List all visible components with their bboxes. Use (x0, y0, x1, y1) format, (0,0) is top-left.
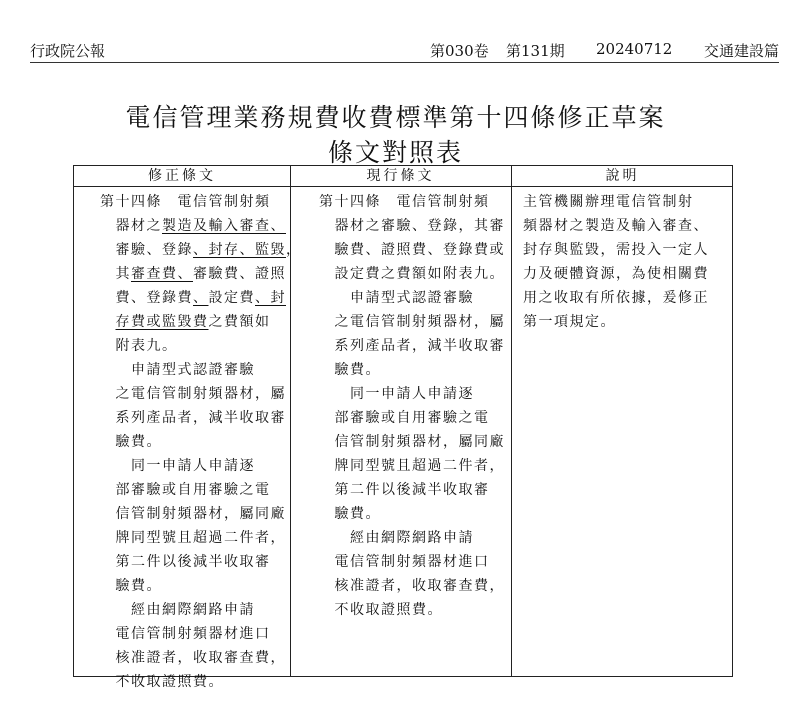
column-divider (511, 166, 512, 676)
amended-text: 審驗費、證照 (193, 266, 286, 282)
current-line: 第二件以後減半收取審 (319, 482, 490, 498)
amended-line (100, 598, 286, 622)
amended-text: 信管制射頻器材，屬同廠 (100, 506, 286, 522)
amended-text: 牌同型號且超過二件者， (100, 530, 286, 546)
amended-line (100, 238, 302, 262)
current-line: 牌同型號且超過二件者， (319, 458, 505, 474)
current-line: 核准證者，收取審查費， (319, 578, 505, 594)
gazette-header (30, 38, 779, 63)
explanation-line: 力及硬體資源，為使相關費 (523, 266, 709, 282)
amended-text: 申請型式認證審驗 (100, 362, 255, 378)
publication-name: 行政院公報 (30, 42, 106, 60)
amended-line (100, 430, 286, 454)
amended-text-changed: 審查費、 (131, 266, 193, 282)
amended-text: 附表九。 (100, 338, 178, 354)
current-line: 申請型式認證審驗 (319, 290, 474, 306)
amended-text: 系列產品者，減半收取審 (100, 410, 286, 426)
amended-text: 驗費。 (100, 578, 162, 594)
amended-text-changed: 存費或監毀費 (115, 314, 209, 330)
amended-line (100, 574, 286, 598)
current-line: 設定費之費額如附表九。 (319, 266, 505, 282)
document-title: 電信管理業務規費收費標準第十四條修正草案 (125, 103, 666, 132)
amended-line (100, 334, 286, 358)
explanation-text (523, 190, 731, 334)
header-current: 現行條文 (366, 168, 435, 184)
current-line: 信管制射頻器材，屬同廠 (319, 434, 505, 450)
current-line: 驗費。 (319, 506, 381, 522)
amended-text: 之費額如 (208, 314, 271, 330)
amended-line (100, 358, 286, 382)
current-line: 部審驗或自用審驗之電 (319, 410, 490, 426)
current-line: 不收取證照費。 (319, 602, 443, 618)
amended-text: 其 (100, 266, 131, 282)
amended-line (100, 502, 286, 526)
amended-text-changed: 製造及輸入審查、 (162, 218, 286, 234)
amended-line (100, 550, 286, 574)
header-amended: 修正條文 (148, 168, 216, 184)
amended-text: 核准證者，收取審查費， (100, 650, 286, 666)
current-article-text (319, 190, 509, 622)
category-label: 交通建設篇 (703, 42, 779, 60)
amended-text: 之電信管制射頻器材，屬 (100, 386, 286, 402)
comparison-table (73, 165, 733, 690)
issue-number: 第131期 (506, 42, 565, 60)
amended-text: 經由網際網路申請 (100, 602, 255, 618)
amended-line (100, 382, 286, 406)
explanation-line: 封存與監毀，需投入一定人 (523, 242, 709, 258)
amended-line (100, 214, 286, 238)
explanation-line: 第一項規定。 (523, 314, 616, 330)
current-line: 第十四條 電信管制射頻 (319, 194, 490, 210)
amended-line (100, 646, 286, 670)
current-line: 器材之審驗、登錄，其審 (319, 218, 505, 234)
amended-text: 部審驗或自用審驗之電 (100, 482, 271, 498)
amended-text: ， (286, 242, 302, 258)
current-line: 系列產品者，減半收取審 (319, 338, 505, 354)
amended-line (100, 478, 286, 502)
header-explanation: 說明 (605, 168, 640, 184)
amended-line (100, 526, 286, 550)
amended-line (100, 190, 286, 214)
current-line: 電信管制射頻器材進口 (319, 554, 490, 570)
amended-text-changed: 、封存、監毀 (193, 242, 286, 258)
header-divider (74, 186, 732, 187)
document-subtitle: 條文對照表 (327, 138, 463, 167)
amended-article-text (100, 190, 302, 694)
amended-line (100, 454, 286, 478)
explanation-line: 頻器材之製造及輸入審查、 (523, 218, 709, 234)
amended-text: 設定費 (208, 290, 255, 306)
amended-text: 第二件以後減半收取審 (100, 554, 271, 570)
current-line: 經由網際網路申請 (319, 530, 474, 546)
amended-line (100, 262, 286, 286)
amended-text: 第十四條 電信管制射頻 (100, 194, 271, 210)
amended-line (100, 670, 286, 694)
explanation-line: 用之收取有所依據，爰修正 (523, 290, 709, 306)
publication-date: 20240712 (596, 40, 673, 58)
current-line: 之電信管制射頻器材，屬 (319, 314, 505, 330)
current-line: 同一申請人申請逐 (319, 386, 474, 402)
amended-text: 驗費。 (100, 434, 162, 450)
current-line: 驗費。 (319, 362, 381, 378)
amended-text: 不收取證照費。 (100, 674, 224, 690)
amended-text: 審驗、登錄 (100, 242, 193, 258)
current-line: 驗費、證照費、登錄費或 (319, 242, 505, 258)
amended-text-changed: 、 (193, 290, 209, 306)
amended-text: 費、登錄費 (100, 290, 193, 306)
volume-number: 第030卷 (430, 42, 489, 60)
amended-line (100, 310, 286, 334)
amended-line (100, 406, 286, 430)
amended-line (100, 622, 286, 646)
amended-text (100, 314, 116, 330)
amended-text: 器材之 (100, 218, 162, 234)
amended-line (100, 286, 286, 310)
amended-text-changed: 、封 (255, 290, 286, 306)
amended-text: 同一申請人申請逐 (100, 458, 255, 474)
explanation-line: 主管機關辦理電信管制射 (523, 194, 694, 210)
amended-text: 電信管制射頻器材進口 (100, 626, 271, 642)
